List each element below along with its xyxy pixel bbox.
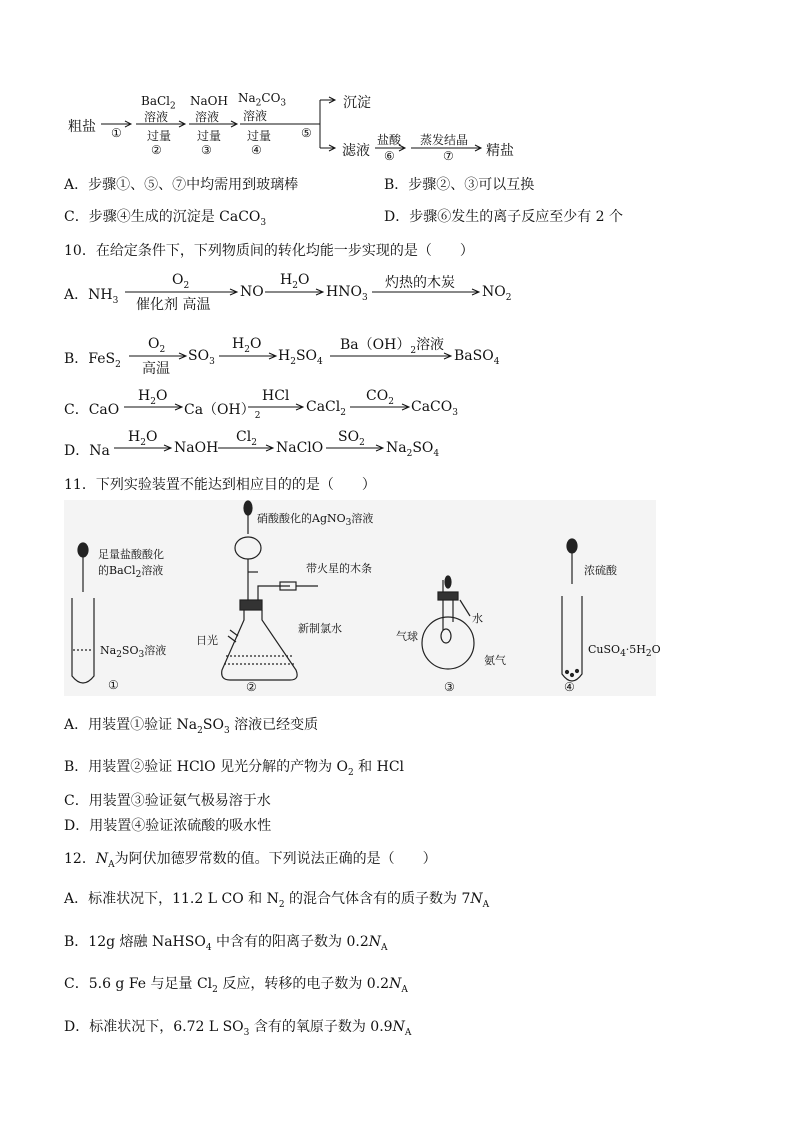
q10c-p1: $Ca(OH)_2$ (184, 402, 261, 421)
q10d-p2: NaClO (276, 440, 324, 456)
flow-reagent-3-sol: 溶液 (195, 110, 220, 124)
flow-step-6: ⑥ (384, 149, 395, 163)
flow-reagent-4-excess: 过量 (247, 129, 272, 143)
q12-option-a[interactable]: A．标准状况下，11.2 L CO 和 $N_2$ 的混合气体含有的质子数为 $7N_A$ (64, 891, 490, 910)
q10b-cond2: $H_2O$ (232, 336, 262, 355)
flow-reagent-6: 盐酸 (377, 133, 402, 147)
flow-step-2: ② (151, 143, 162, 157)
q10a-reactant: A．$NH_3$ (64, 287, 119, 306)
q11-option-a[interactable]: A．用装置①验证 $Na_2SO_3$ 溶液已经变质 (64, 717, 319, 736)
flow-step-1: ① (111, 126, 122, 140)
q10d-p1: NaOH (174, 440, 219, 456)
fig1-number: ① (108, 678, 119, 692)
flow-step-3: ③ (201, 143, 212, 157)
q10a-cond2: $H_2O$ (280, 272, 310, 291)
fig2-label-b: 带火星的木条 (306, 562, 372, 575)
fig4-label-b: $CuSO_4\cdot 5H_2O$ (588, 643, 661, 660)
fig2-label-d: 新制氯水 (298, 622, 342, 635)
q10b-cond1: $O_2$ (148, 336, 166, 355)
q10c-p3: CaCO$_3$ (411, 399, 458, 418)
flow-reagent-3: NaOH (190, 94, 228, 108)
q10a-p1: NO (240, 284, 264, 300)
q10-stem: 10．在给定条件下，下列物质间的转化均能一步实现的是（ ） (64, 243, 474, 259)
q10c-p2: CaCl$_2$ (306, 399, 346, 418)
q10d-cond2: $Cl_2$ (236, 429, 257, 448)
q10a-p2: $HNO_3$ (326, 284, 368, 303)
flow-step-7: ⑦ (443, 149, 454, 163)
apparatus-drawing (0, 500, 794, 700)
flow-reagent-3-excess: 过量 (197, 129, 222, 143)
q12-option-c[interactable]: C．5.6 g Fe 与足量 $Cl_2$ 反应，转移的电子数为 $0.2N_A$ (64, 976, 408, 995)
fig3-label-c: 氨气 (484, 654, 506, 667)
flow-filtrate: 滤液 (342, 143, 370, 159)
q10b-p1: $SO_3$ (188, 348, 215, 367)
fig3-label-a: 水 (472, 612, 483, 625)
flow-step-5: ⑤ (301, 126, 312, 140)
fig2-number: ② (246, 680, 257, 694)
q10a-cond1: $O_2$ (172, 272, 190, 291)
fig2-label-a: 硝酸酸化的AgNO$_3$溶液 (257, 512, 374, 529)
flow-reagent-4-sol: 溶液 (243, 109, 268, 123)
q11-option-d[interactable]: D．用装置④验证浓硫酸的吸水性 (64, 818, 272, 834)
q10d-cond3: $SO_2$ (338, 429, 365, 448)
flow-reagent-2-excess: 过量 (147, 129, 172, 143)
q9-option-a[interactable]: A．步骤①、⑤、⑦中均需用到玻璃棒 (64, 177, 299, 193)
flow-start: 粗盐 (68, 119, 96, 135)
q10c-cond2: HCl (262, 388, 290, 404)
q10b-p3: BaSO$_4$ (454, 348, 500, 367)
flow-reagent-2: BaCl$_2$ (141, 94, 176, 112)
fig1-label-a: 足量盐酸酸化 (98, 548, 164, 561)
q9-option-d[interactable]: D．步骤⑥发生的离子反应至少有 2 个 (384, 209, 624, 225)
fig4-number: ④ (564, 680, 575, 694)
q10a-cond1b: 催化剂 高温 (136, 297, 211, 313)
q10a-p3: $NO_2$ (482, 284, 512, 303)
flow-reagent-4: $Na_2CO_3$ (238, 91, 287, 109)
flow-reagent-7: 蒸发结晶 (420, 133, 469, 147)
q10b-cond3: $Ba(OH)_2$溶液 (340, 337, 445, 356)
flow-reagent-2-sol: 溶液 (144, 110, 169, 124)
q10d-cond1: $H_2O$ (128, 429, 158, 448)
q9-option-b[interactable]: B．步骤②、③可以互换 (384, 177, 535, 193)
q11-option-b[interactable]: B．用装置②验证 HClO 见光分解的产物为 $O_2$ 和 HCl (64, 759, 405, 778)
q12-stem: 12．$N_A$为阿伏加德罗常数的值。下列说法正确的是（ ） (64, 851, 437, 870)
q10b-cond1b: 高温 (142, 361, 170, 377)
fig2-label-c: 日光 (196, 634, 218, 647)
q10d-reactant: D．Na (64, 443, 110, 459)
q10c-reactant: C．CaO (64, 402, 120, 418)
q12-option-d[interactable]: D．标准状况下，6.72 L $SO_3$ 含有的氧原子数为 $0.9N_A$ (64, 1019, 412, 1038)
q10c-cond1: $H_2O$ (138, 388, 168, 407)
fig1-label-b: 的BaCl$_2$溶液 (98, 564, 164, 581)
q9-option-c[interactable]: C．步骤④生成的沉淀是 CaCO$_3$ (64, 209, 267, 228)
q10c-cond3: $CO_2$ (366, 388, 394, 407)
flow-end: 精盐 (486, 143, 514, 159)
q10a-cond3: 灼热的木炭 (385, 275, 455, 291)
fig3-label-b: 气球 (396, 630, 418, 643)
q10b-p2: $H_2SO_4$ (278, 348, 323, 367)
q11-stem: 11．下列实验装置不能达到相应目的的是（ ） (64, 477, 376, 493)
q10b-reactant: B．FeS$_2$ (64, 351, 121, 370)
fig1-label-c: $Na_2SO_3$溶液 (100, 644, 167, 661)
fig3-number: ③ (444, 680, 455, 694)
flow-step-4: ④ (251, 143, 262, 157)
q10d-p3: $Na_2SO_4$ (386, 440, 440, 459)
q12-option-b[interactable]: B．12g 熔融 NaHSO$_4$ 中含有的阳离子数为 $0.2N_A$ (64, 934, 388, 953)
fig4-label-a: 浓硫酸 (584, 564, 617, 577)
flow-precipitate: 沉淀 (343, 95, 371, 111)
q11-option-c[interactable]: C．用装置③验证氨气极易溶于水 (64, 793, 271, 809)
